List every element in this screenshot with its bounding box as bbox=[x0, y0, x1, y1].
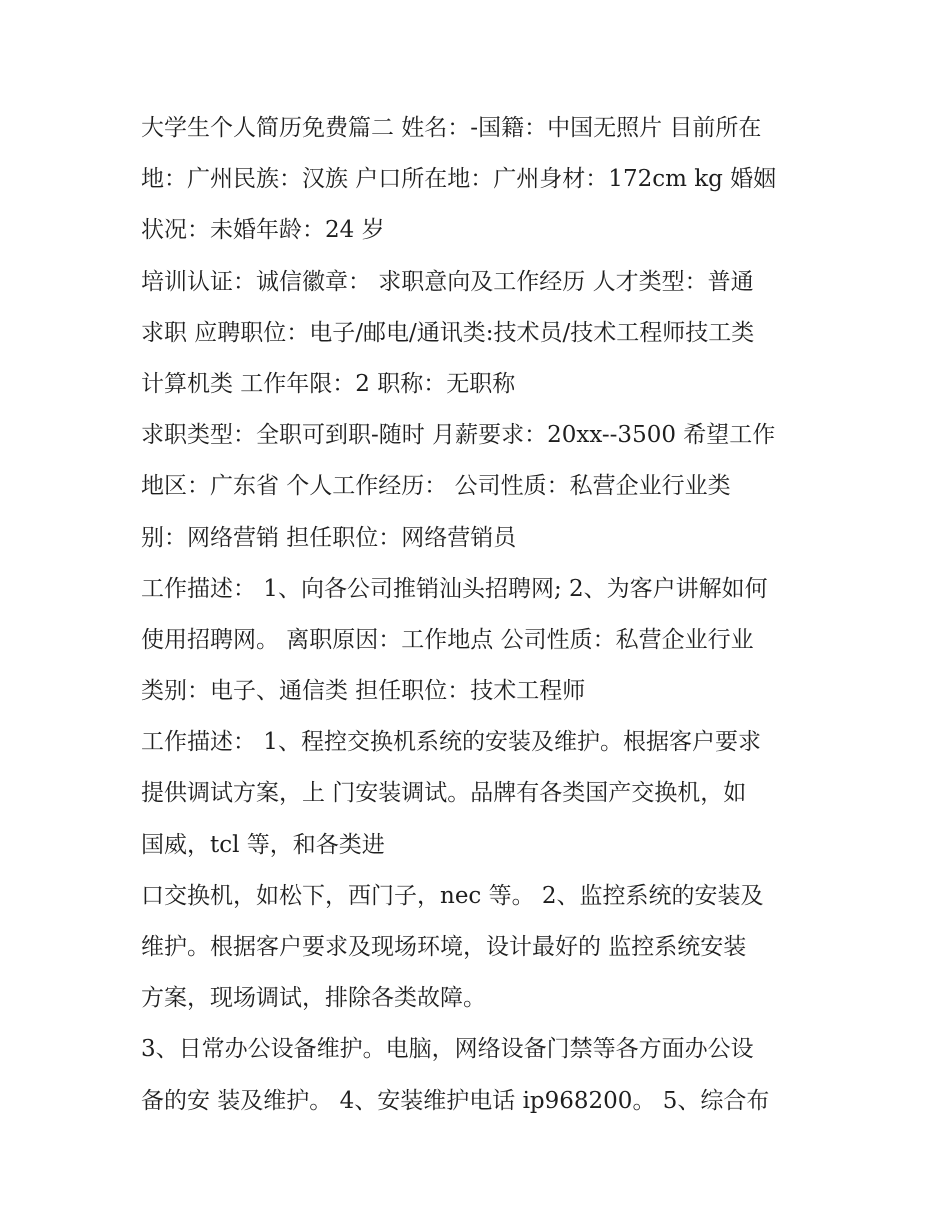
text-line: 口交换机，如松下，西门子，nec 等。 2、监控系统的安装及 bbox=[141, 882, 764, 909]
text-line: 培训认证：诚信徽章： 求职意向及工作经历 人才类型：普通 bbox=[141, 268, 754, 295]
text-line: 工作描述： 1、向各公司推销汕头招聘网; 2、为客户讲解如何 bbox=[141, 575, 768, 602]
text-line: 别：网络营销 担任职位：网络营销员 bbox=[141, 524, 517, 551]
text-line: 工作描述： 1、程控交换机系统的安装及维护。根据客户要求 bbox=[141, 729, 761, 756]
text-line: 国威，tcl 等，和各类进 bbox=[141, 831, 385, 858]
text-line: 计算机类 工作年限：2 职称：无职称 bbox=[141, 370, 516, 397]
text-line: 类别：电子、通信类 担任职位：技术工程师 bbox=[141, 678, 586, 705]
text-line: 状况：未婚年龄：24 岁 bbox=[141, 217, 385, 244]
text-line: 维护。根据客户要求及现场环境，设计最好的 监控系统安装 bbox=[141, 934, 747, 960]
text-line: 3、日常办公设备维护。电脑，网络设备门禁等各方面办公设 bbox=[141, 1036, 754, 1063]
text-line: 地区：广东省 个人工作经历： 公司性质：私营企业行业类 bbox=[141, 473, 731, 500]
text-line: 方案，现场调试，排除各类故障。 bbox=[141, 985, 486, 1012]
text-line: 求职 应聘职位：电子/邮电/通讯类:技术员/技术工程师技工类 bbox=[141, 319, 755, 346]
text-line: 提供调试方案，上 门安装调试。品牌有各类国产交换机，如 bbox=[141, 780, 747, 807]
text-line: 备的安 装及维护。 4、安装维护电话 ip968200。 5、综合布 bbox=[141, 1087, 770, 1114]
text-line: 地：广州民族：汉族 户口所在地：广州身材：172cm kg 婚姻 bbox=[141, 166, 777, 193]
text-line: 使用招聘网。 离职原因：工作地点 公司性质：私营企业行业 bbox=[141, 626, 754, 653]
text-line: 大学生个人简历免费篇二 姓名：-国籍：中国无照片 目前所在 bbox=[141, 115, 762, 141]
resume-text-body bbox=[141, 103, 821, 1127]
text-line: 求职类型：全职可到职-随时 月薪要求：20xx--3500 希望工作 bbox=[141, 422, 776, 449]
